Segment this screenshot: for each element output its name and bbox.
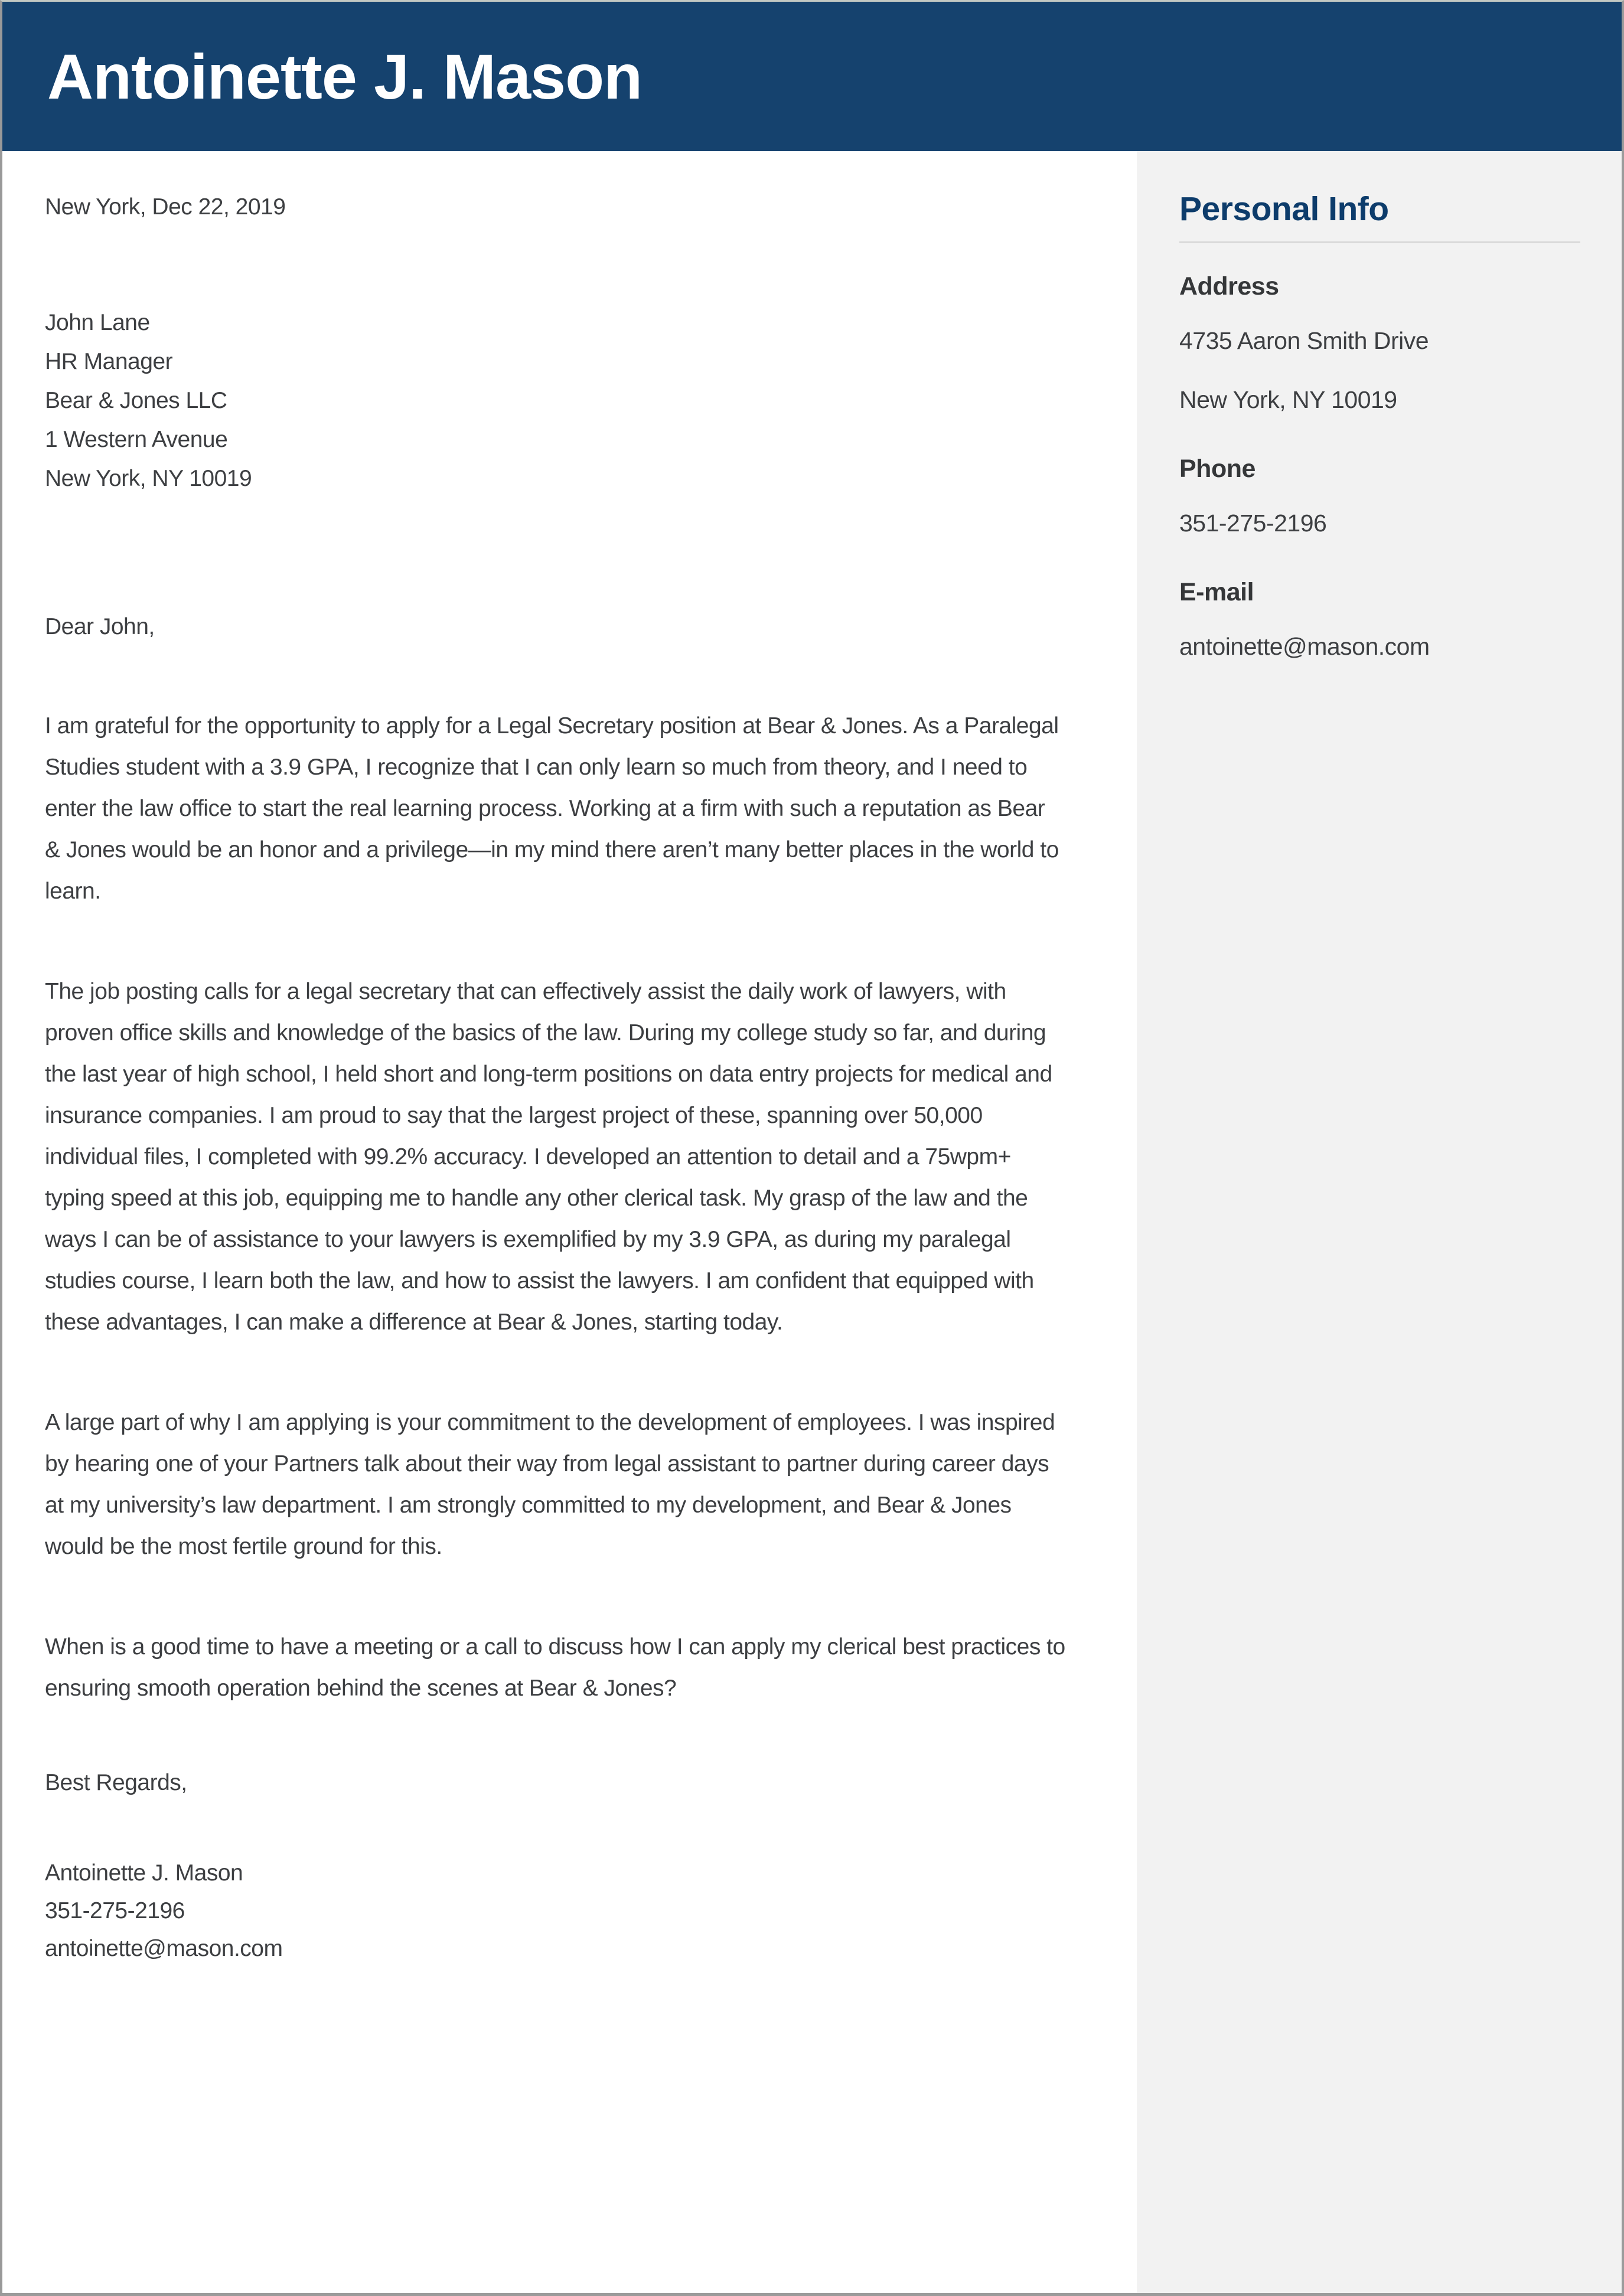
salutation: Dear John, [45, 614, 155, 639]
phone-value: 351-275-2196 [1179, 510, 1327, 537]
signature-phone: 351-275-2196 [45, 1898, 185, 1923]
email-label: E-mail [1179, 578, 1254, 606]
closing-line: Best Regards, [45, 1770, 187, 1795]
address-line-1: 4735 Aaron Smith Drive [1179, 327, 1429, 354]
signature-email: antoinette@mason.com [45, 1936, 283, 1961]
address-line-2: New York, NY 10019 [1179, 386, 1397, 413]
signature-block [45, 1854, 1066, 1968]
letter-header [2, 2, 1622, 151]
recipient-street: 1 Western Avenue [45, 427, 228, 452]
phone-label: Phone [1179, 455, 1255, 483]
field-email [1179, 578, 1580, 666]
sidebar-title: Personal Info [1179, 190, 1389, 228]
recipient-name: John Lane [45, 310, 150, 335]
sidebar-divider [1179, 241, 1580, 243]
email-value: antoinette@mason.com [1179, 633, 1430, 660]
field-address [1179, 272, 1580, 419]
paragraph-1: I am grateful for the opportunity to apply for a Legal Secretary position at Bear & Jones. As a Paralegal Studies student with a 3.9 GPA, I recognize that I can only learn so much from theory, and I need to enter the law office to start the real learning process. Working at a firm with such a reputation as Bear & Jones would be an honor and a privilege—in my mind there aren’t many better places in the world to learn. [45, 713, 1059, 904]
paragraph-3: A large part of why I am applying is your commitment to the development of employees. I was inspired by hearing one of your Partners talk about their way from legal assistant to partner during career days at my university’s law department. I am strongly committed to my development, and Bear & Jones would be the most fertile ground for this. [45, 1410, 1055, 1559]
content-row [2, 151, 1622, 2295]
address-label: Address [1179, 272, 1279, 301]
recipient-title: HR Manager [45, 349, 173, 374]
letter-body [2, 151, 1137, 2295]
signature-name: Antoinette J. Mason [45, 1860, 243, 1886]
paragraph-4: When is a good time to have a meeting or a call to discuss how I can apply my clerical best practices to ensuring smooth operation behind the scenes at Bear & Jones? [45, 1634, 1065, 1701]
recipient-city: New York, NY 10019 [45, 466, 252, 491]
applicant-name: Antoinette J. Mason [47, 41, 643, 112]
date-line: New York, Dec 22, 2019 [45, 194, 286, 220]
recipient-block [45, 303, 1066, 498]
personal-info-sidebar [1137, 151, 1622, 2295]
field-phone [1179, 455, 1580, 543]
paragraph-2: The job posting calls for a legal secretary that can effectively assist the daily work of lawyers, with proven office skills and knowledge of the basics of the law. During my college study so far, and during the last year of high school, I held short and long-term positions on data entry projects for medical and insurance companies. I am proud to say that the largest project of these, spanning over 50,000 individual files, I completed with 99.2% accuracy. I developed an attention to detail and a 75wpm+ typing speed at this job, equipping me to handle any other clerical task. My grasp of the law and the ways I can be of assistance to your lawyers is exemplified by my 3.9 GPA, as during my paralegal studies course, I learn both the law, and how to assist the lawyers. I am confident that equipped with these advantages, I can make a difference at Bear & Jones, starting today. [45, 979, 1052, 1335]
recipient-company: Bear & Jones LLC [45, 388, 227, 413]
